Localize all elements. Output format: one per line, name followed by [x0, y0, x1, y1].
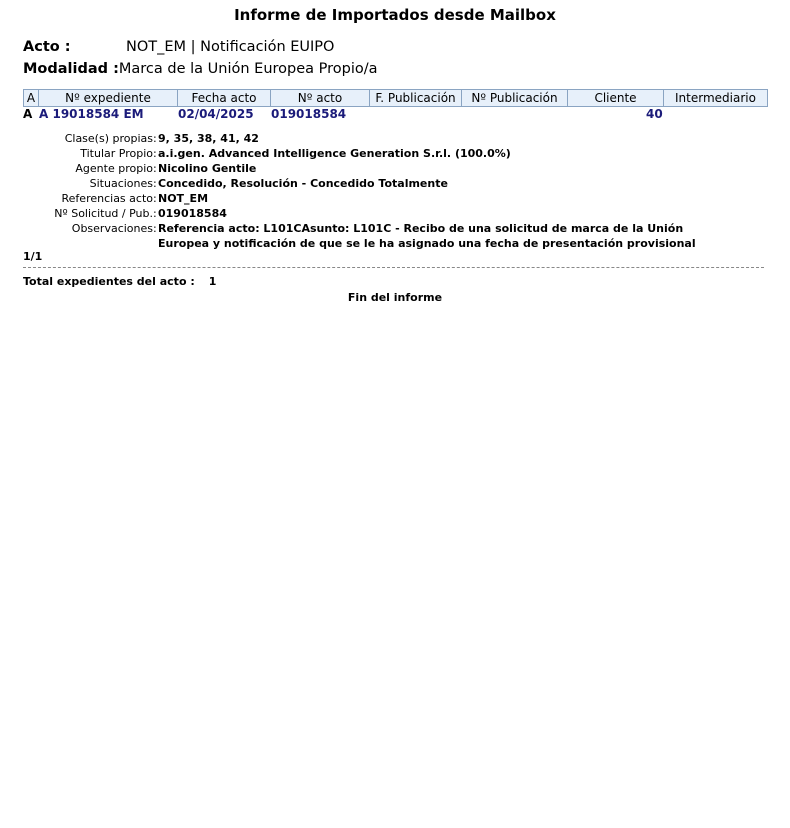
detail-row — [23, 191, 767, 206]
detail-list — [23, 131, 767, 251]
detail-separator: : — [153, 207, 157, 220]
modalidad-label: Modalidad : — [23, 61, 119, 77]
col-cliente[interactable]: Cliente — [568, 90, 664, 107]
acto-label: Acto : — [23, 39, 71, 55]
row-expediente-link[interactable]: A 19018584 EM — [39, 107, 144, 121]
total-value: 1 — [208, 275, 217, 288]
total-row — [23, 275, 216, 288]
detail-row — [23, 146, 767, 161]
detail-separator: : — [153, 132, 157, 145]
detail-label: Situaciones — [89, 177, 153, 190]
detail-value: NOT_EM — [158, 192, 209, 205]
detail-separator: : — [153, 222, 157, 235]
acto-row — [23, 39, 334, 55]
detail-label: Observaciones — [71, 222, 153, 235]
row-fecha-acto: 02/04/2025 — [178, 107, 254, 121]
row-a: A — [23, 107, 33, 121]
col-num-publicacion[interactable]: Nº Publicación — [462, 90, 568, 107]
detail-row — [23, 206, 767, 221]
page-indicator: 1/1 — [23, 250, 43, 263]
detail-separator: : — [153, 177, 157, 190]
total-label: Total expedientes del acto : — [23, 275, 195, 288]
results-table-header — [23, 89, 768, 107]
detail-row — [23, 221, 767, 251]
detail-row — [23, 161, 767, 176]
table-row[interactable] — [23, 107, 767, 123]
detail-value: Concedido, Resolución - Concedido Totalmente — [158, 177, 448, 190]
end-of-report: Fin del informe — [347, 291, 443, 304]
detail-value: 019018584 — [158, 207, 227, 220]
detail-value: 9, 35, 38, 41, 42 — [158, 132, 259, 145]
detail-label: Nº Solicitud / Pub. — [54, 207, 153, 220]
detail-label: Agente propio — [75, 162, 153, 175]
detail-separator: : — [153, 162, 157, 175]
detail-value: Nicolino Gentile — [158, 162, 257, 175]
detail-row — [23, 131, 767, 146]
detail-value: Referencia acto: L101CAsunto: L101C - Recibo de una solicitud de marca de la Unión Europea y notificación de que se le ha asignado una fecha de presentación provisional — [158, 222, 696, 250]
divider — [23, 267, 764, 268]
col-num-acto[interactable]: Nº acto — [271, 90, 370, 107]
detail-value: a.i.gen. Advanced Intelligence Generation S.r.l. (100.0%) — [158, 147, 511, 160]
col-a[interactable]: A — [24, 90, 39, 107]
col-fecha-acto[interactable]: Fecha acto — [178, 90, 271, 107]
col-expediente[interactable]: Nº expediente — [39, 90, 178, 107]
report-title: Informe de Importados desde Mailbox — [234, 6, 556, 24]
col-f-publicacion[interactable]: F. Publicación — [370, 90, 462, 107]
row-num-acto: 019018584 — [271, 107, 347, 121]
row-cliente: 40 — [646, 107, 663, 121]
detail-label: Clase(s) propias — [64, 132, 153, 145]
acto-value: NOT_EM | Notificación EUIPO — [126, 39, 335, 55]
detail-separator: : — [153, 147, 157, 160]
modalidad-row — [23, 61, 378, 77]
detail-label: Referencias acto — [61, 192, 153, 205]
detail-label: Titular Propio — [80, 147, 153, 160]
detail-separator: : — [153, 192, 157, 205]
col-intermediario[interactable]: Intermediario — [664, 90, 768, 107]
modalidad-value: Marca de la Unión Europea Propio/a — [118, 61, 378, 77]
detail-row — [23, 176, 767, 191]
